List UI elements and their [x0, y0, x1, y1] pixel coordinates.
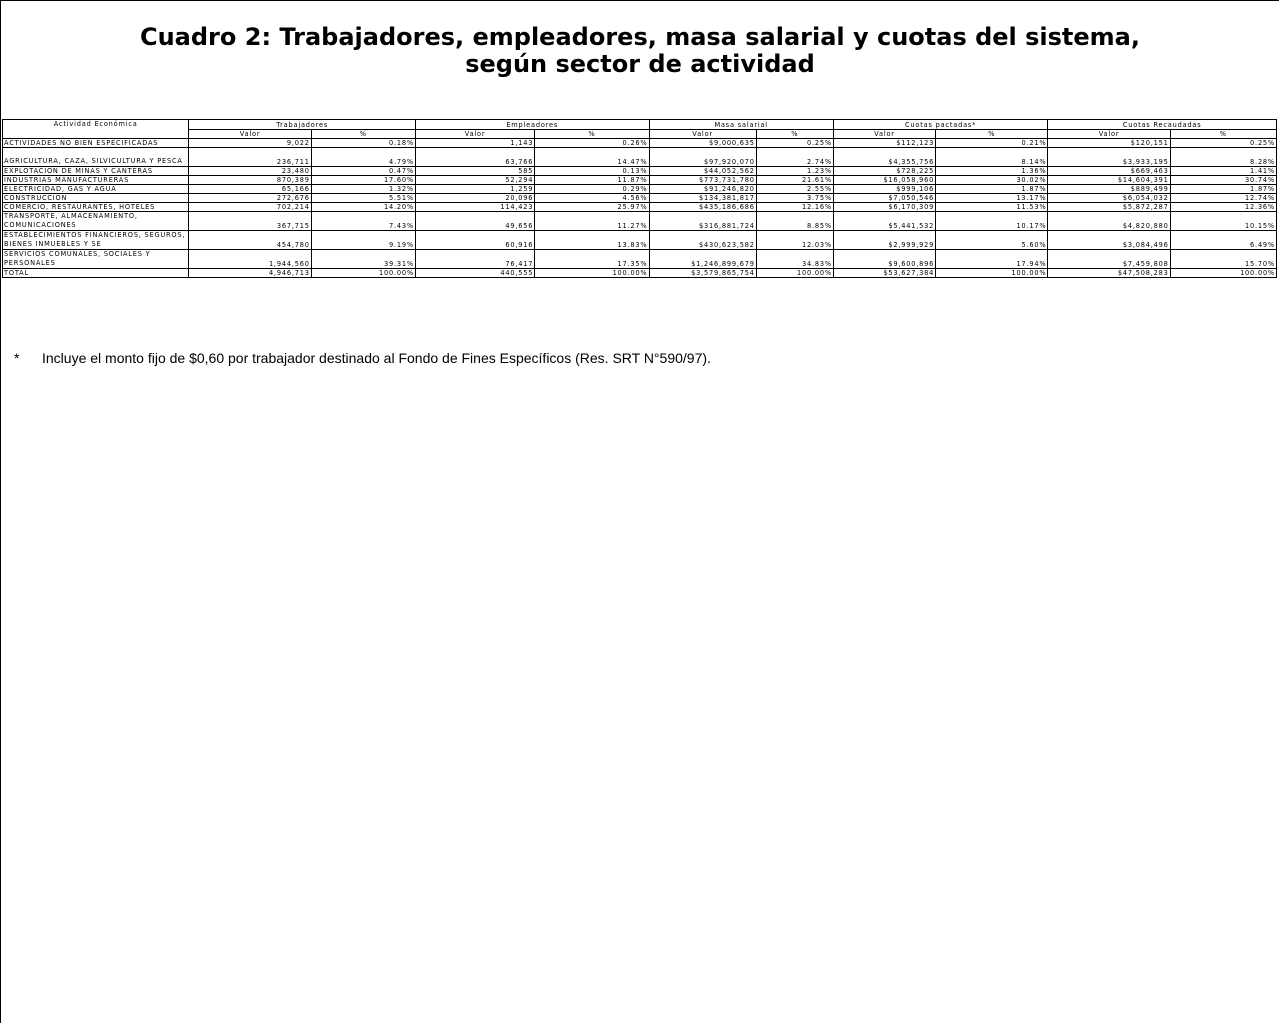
value-cell: $5,872,287 [1048, 203, 1170, 212]
group-header: Empleadores [415, 120, 649, 130]
value-cell: $14,604,391 [1048, 176, 1170, 185]
sub-header: % [311, 129, 415, 139]
percent-cell: 0.25% [1170, 139, 1276, 148]
percent-cell: 14.20% [311, 203, 415, 212]
percent-cell: 100.00% [311, 269, 415, 278]
percent-cell: 5.60% [936, 231, 1048, 250]
percent-cell: 12.16% [756, 203, 833, 212]
sub-header: % [756, 129, 833, 139]
value-cell: $3,579,865,754 [649, 269, 756, 278]
value-cell: $7,459,808 [1048, 250, 1170, 269]
value-cell: $2,999,929 [833, 231, 935, 250]
value-cell: $9,000,635 [649, 139, 756, 148]
percent-cell: 100.00% [1170, 269, 1276, 278]
group-header-row [3, 120, 1277, 130]
value-cell: $3,933,195 [1048, 148, 1170, 167]
footnote-text: Incluye el monto fijo de $0,60 por trabajador destinado al Fondo de Fines Específicos (Res. SRT N°590/97). [42, 350, 711, 366]
value-cell: $773,731,780 [649, 176, 756, 185]
percent-cell: 0.26% [535, 139, 649, 148]
percent-cell: 17.94% [936, 250, 1048, 269]
sub-header: Valor [833, 129, 935, 139]
value-cell: $435,186,686 [649, 203, 756, 212]
percent-cell: 4.56% [535, 194, 649, 203]
value-cell: $7,050,546 [833, 194, 935, 203]
value-cell: $120,151 [1048, 139, 1170, 148]
value-cell: $889,499 [1048, 185, 1170, 194]
value-cell: 1,944,560 [189, 250, 311, 269]
value-cell: 1,259 [415, 185, 534, 194]
percent-cell: 12.36% [1170, 203, 1276, 212]
percent-cell: 2.74% [756, 148, 833, 167]
value-cell: 4,946,713 [189, 269, 311, 278]
value-cell: $6,054,032 [1048, 194, 1170, 203]
percent-cell: 11.87% [535, 176, 649, 185]
footnote [14, 350, 711, 366]
table-row [3, 185, 1277, 194]
percent-cell: 10.15% [1170, 212, 1276, 231]
percent-cell: 13.17% [936, 194, 1048, 203]
value-cell: 1,143 [415, 139, 534, 148]
activity-cell: ESTABLECIMIENTOS FINANCIEROS, SEGUROS, BIENES INMUEBLES Y SE [3, 231, 189, 250]
value-cell: $6,170,309 [833, 203, 935, 212]
percent-cell: 17.35% [535, 250, 649, 269]
percent-cell: 0.13% [535, 167, 649, 176]
percent-cell: 17.60% [311, 176, 415, 185]
percent-cell: 1.87% [936, 185, 1048, 194]
value-cell: 702,214 [189, 203, 311, 212]
value-cell: $4,820,880 [1048, 212, 1170, 231]
value-cell: 454,780 [189, 231, 311, 250]
footnote-marker: * [14, 350, 20, 366]
value-cell: $999,106 [833, 185, 935, 194]
activity-cell: INDUSTRIAS MANUFACTURERAS [3, 176, 189, 185]
percent-cell: 8.28% [1170, 148, 1276, 167]
value-cell: $112,123 [833, 139, 935, 148]
activity-cell: TOTAL [3, 269, 189, 278]
value-cell: 65,166 [189, 185, 311, 194]
table-row [3, 139, 1277, 148]
percent-cell: 7.43% [311, 212, 415, 231]
table-row [3, 212, 1277, 231]
percent-cell: 1.41% [1170, 167, 1276, 176]
title-line-1: Cuadro 2: Trabajadores, empleadores, masa salarial y cuotas del sistema, [139, 23, 1140, 51]
value-cell: $4,355,756 [833, 148, 935, 167]
value-cell: $16,058,960 [833, 176, 935, 185]
value-cell: $728,225 [833, 167, 935, 176]
row-header-cell: Actividad Económica [3, 120, 189, 139]
value-cell: $1,246,899,679 [649, 250, 756, 269]
sub-header-row [3, 129, 1277, 139]
activity-cell: COMERCIO, RESTAURANTES, HOTELES [3, 203, 189, 212]
title-line-2: según sector de actividad [465, 50, 815, 78]
percent-cell: 30.02% [936, 176, 1048, 185]
group-header: Cuotas Recaudadas [1048, 120, 1277, 130]
value-cell: $47,508,283 [1048, 269, 1170, 278]
value-cell: $669,463 [1048, 167, 1170, 176]
value-cell: 23,480 [189, 167, 311, 176]
table-body [3, 139, 1277, 278]
data-table [2, 119, 1277, 278]
percent-cell: 1.36% [936, 167, 1048, 176]
percent-cell: 12.74% [1170, 194, 1276, 203]
percent-cell: 8.85% [756, 212, 833, 231]
value-cell: $91,246,820 [649, 185, 756, 194]
percent-cell: 21.61% [756, 176, 833, 185]
value-cell: 272,676 [189, 194, 311, 203]
percent-cell: 5.51% [311, 194, 415, 203]
percent-cell: 1.23% [756, 167, 833, 176]
activity-cell: EXPLOTACION DE MINAS Y CANTERAS [3, 167, 189, 176]
table-row [3, 231, 1277, 250]
group-header: Masa salarial [649, 120, 833, 130]
value-cell: 60,916 [415, 231, 534, 250]
value-cell: 870,389 [189, 176, 311, 185]
percent-cell: 13.83% [535, 231, 649, 250]
value-cell: $430,623,582 [649, 231, 756, 250]
percent-cell: 14.47% [535, 148, 649, 167]
percent-cell: 2.55% [756, 185, 833, 194]
activity-cell: SERVICIOS COMUNALES, SOCIALES Y PERSONALES [3, 250, 189, 269]
percent-cell: 0.29% [535, 185, 649, 194]
percent-cell: 4.79% [311, 148, 415, 167]
value-cell: $44,052,562 [649, 167, 756, 176]
sub-header: % [535, 129, 649, 139]
percent-cell: 0.47% [311, 167, 415, 176]
percent-cell: 100.00% [936, 269, 1048, 278]
percent-cell: 8.14% [936, 148, 1048, 167]
sub-header: Valor [1048, 129, 1170, 139]
group-header: Trabajadores [189, 120, 416, 130]
table-row [3, 176, 1277, 185]
value-cell: $5,441,532 [833, 212, 935, 231]
table-row [3, 167, 1277, 176]
activity-cell: CONSTRUCCION [3, 194, 189, 203]
value-cell: 63,766 [415, 148, 534, 167]
value-cell: $134,381,817 [649, 194, 756, 203]
sub-header: Valor [189, 129, 311, 139]
value-cell: 76,417 [415, 250, 534, 269]
table-row [3, 269, 1277, 278]
percent-cell: 39.31% [311, 250, 415, 269]
percent-cell: 100.00% [535, 269, 649, 278]
percent-cell: 9.19% [311, 231, 415, 250]
table-row [3, 194, 1277, 203]
value-cell: 440,555 [415, 269, 534, 278]
percent-cell: 11.53% [936, 203, 1048, 212]
value-cell: $9,600,896 [833, 250, 935, 269]
table-row [3, 148, 1277, 167]
page-title [0, 24, 1280, 78]
sub-header: % [1170, 129, 1276, 139]
activity-cell: TRANSPORTE, ALMACENAMIENTO, COMUNICACIONES [3, 212, 189, 231]
table-row [3, 250, 1277, 269]
percent-cell: 34.83% [756, 250, 833, 269]
percent-cell: 11.27% [535, 212, 649, 231]
sub-header: % [936, 129, 1048, 139]
percent-cell: 6.49% [1170, 231, 1276, 250]
percent-cell: 15.70% [1170, 250, 1276, 269]
value-cell: $3,084,496 [1048, 231, 1170, 250]
percent-cell: 12.03% [756, 231, 833, 250]
value-cell: 114,423 [415, 203, 534, 212]
percent-cell: 0.25% [756, 139, 833, 148]
percent-cell: 25.97% [535, 203, 649, 212]
value-cell: 236,711 [189, 148, 311, 167]
value-cell: 585 [415, 167, 534, 176]
value-cell: 367,715 [189, 212, 311, 231]
value-cell: 49,656 [415, 212, 534, 231]
percent-cell: 3.75% [756, 194, 833, 203]
activity-cell: ELECTRICIDAD, GAS Y AGUA [3, 185, 189, 194]
value-cell: 52,294 [415, 176, 534, 185]
value-cell: $97,920,070 [649, 148, 756, 167]
value-cell: 9,022 [189, 139, 311, 148]
percent-cell: 0.21% [936, 139, 1048, 148]
percent-cell: 100.00% [756, 269, 833, 278]
group-header: Cuotas pactadas* [833, 120, 1047, 130]
percent-cell: 10.17% [936, 212, 1048, 231]
percent-cell: 1.32% [311, 185, 415, 194]
value-cell: $53,627,384 [833, 269, 935, 278]
table-row [3, 203, 1277, 212]
percent-cell: 1.87% [1170, 185, 1276, 194]
sub-header: Valor [649, 129, 756, 139]
percent-cell: 30.74% [1170, 176, 1276, 185]
sub-header: Valor [415, 129, 534, 139]
activity-cell: AGRICULTURA, CAZA, SILVICULTURA Y PESCA [3, 148, 189, 167]
activity-cell: ACTIVIDADES NO BIEN ESPECIFICADAS [3, 139, 189, 148]
percent-cell: 0.18% [311, 139, 415, 148]
value-cell: 20,096 [415, 194, 534, 203]
value-cell: $316,881,724 [649, 212, 756, 231]
